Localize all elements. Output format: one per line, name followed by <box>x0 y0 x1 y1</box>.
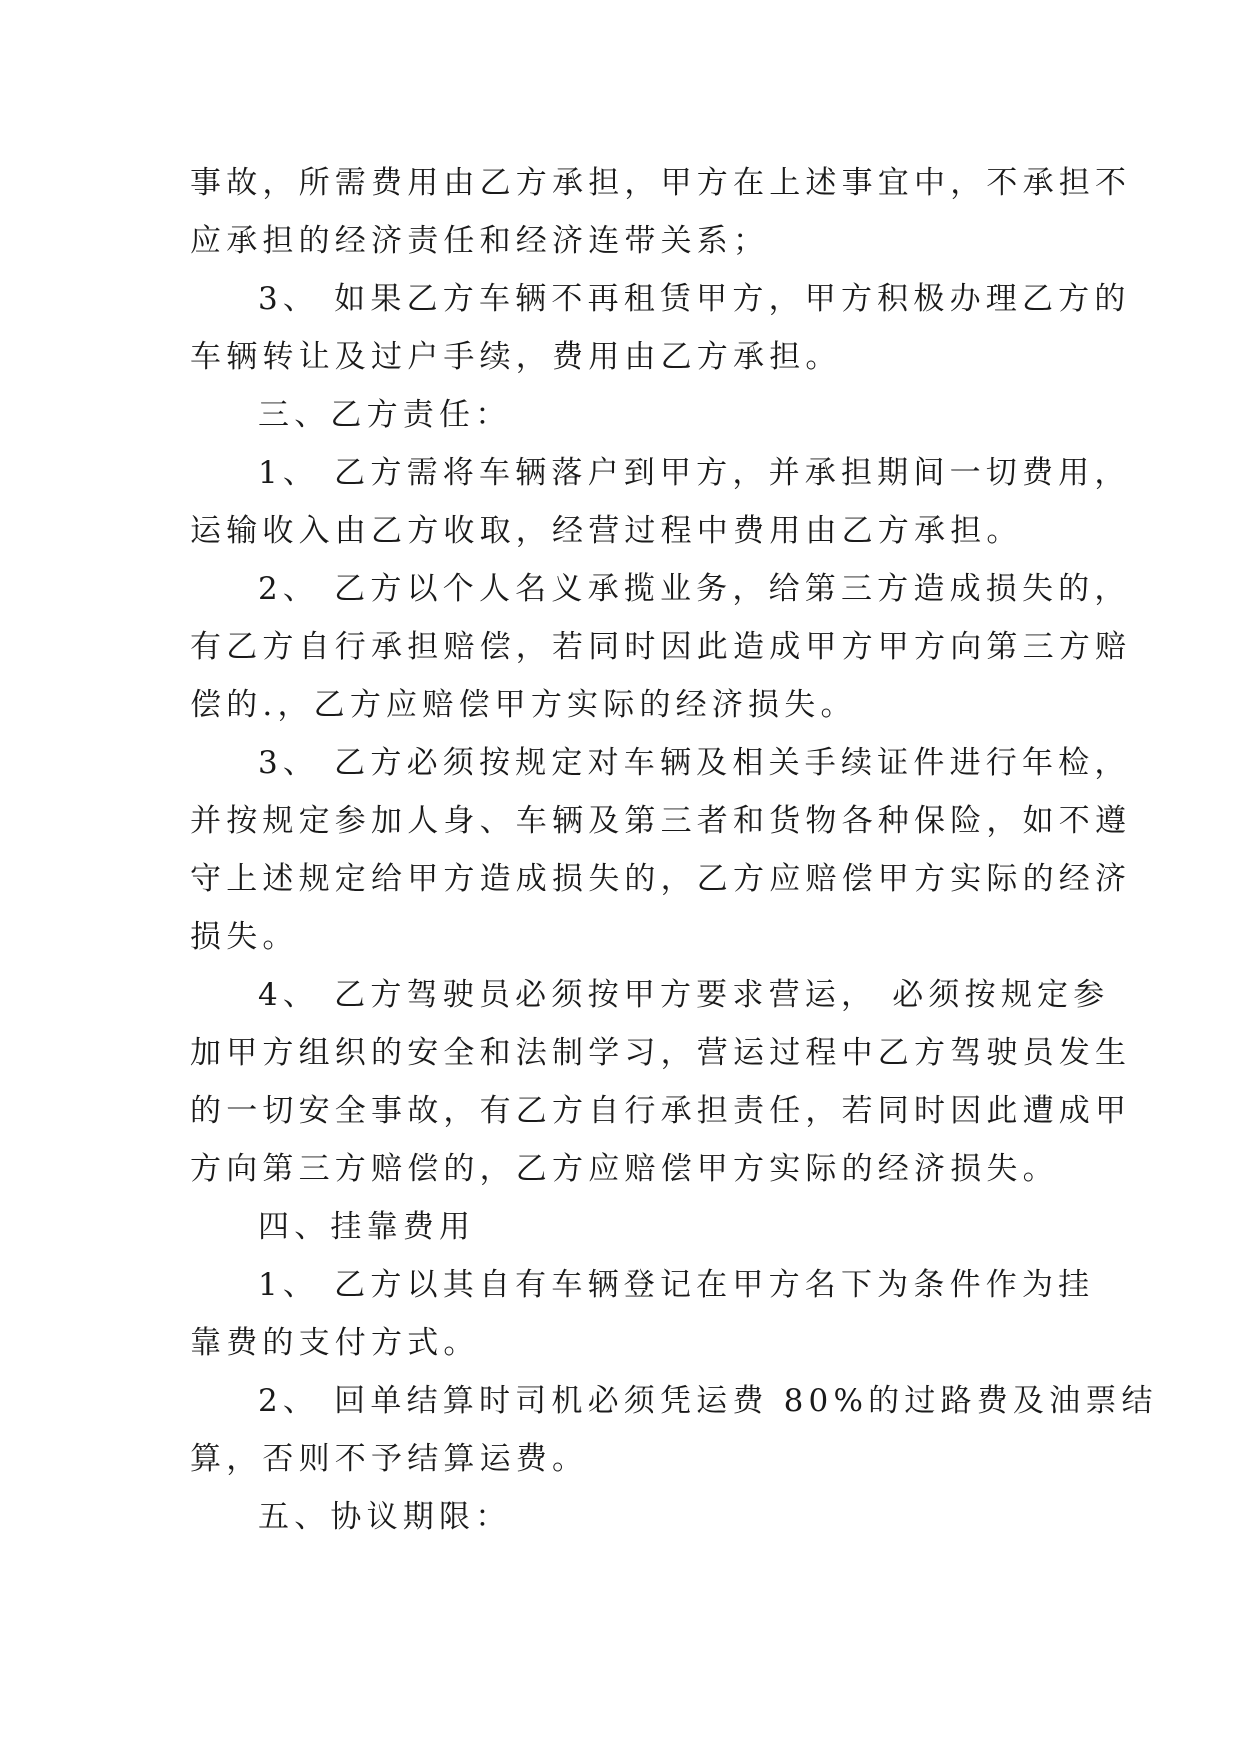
text-line: 4、 乙方驾驶员必须按甲方要求营运， 必须按规定参 <box>258 977 1110 1013</box>
text-line: 运输收入由乙方收取，经营过程中费用由乙方承担。 <box>190 513 1023 549</box>
text-line: 守上述规定给甲方造成损失的，乙方应赔偿甲方实际的经济 <box>190 861 1132 897</box>
text-line: 的一切安全事故，有乙方自行承担责任，若同时因此遭成甲 <box>190 1093 1132 1129</box>
text-line: 2、 乙方以个人名义承揽业务，给第三方造成损失的， <box>258 571 1131 607</box>
text-line: 有乙方自行承担赔偿，若同时因此造成甲方甲方向第三方赔 <box>190 629 1132 665</box>
text-line: 3、 乙方必须按规定对车辆及相关手续证件进行年检， <box>258 745 1131 781</box>
section-heading: 五、协议期限： <box>258 1499 512 1535</box>
text-line: 方向第三方赔偿的，乙方应赔偿甲方实际的经济损失。 <box>190 1151 1059 1187</box>
text-line: 事故，所需费用由乙方承担，甲方在上述事宜中，不承担不 <box>190 165 1132 201</box>
text-line: 偿的.，乙方应赔偿甲方实际的经济损失。 <box>190 687 857 723</box>
section-heading: 四、挂靠费用 <box>258 1209 476 1245</box>
text-line: 算，否则不予结算运费。 <box>190 1441 589 1477</box>
text-line: 加甲方组织的安全和法制学习，营运过程中乙方驾驶员发生 <box>190 1035 1132 1071</box>
section-heading: 三、乙方责任： <box>258 397 512 433</box>
document-body <box>190 154 1158 1546</box>
text-line: 并按规定参加人身、车辆及第三者和货物各种保险，如不遵 <box>190 803 1132 839</box>
text-line: 3、 如果乙方车辆不再租赁甲方，甲方积极办理乙方的 <box>258 281 1131 317</box>
text-line: 1、 乙方以其自有车辆登记在甲方名下为条件作为挂 <box>258 1267 1095 1303</box>
text-line: 2、 回单结算时司机必须凭运费 80%的过路费及油票结 <box>258 1383 1158 1419</box>
text-line: 损失。 <box>190 919 299 955</box>
text-line: 靠费的支付方式。 <box>190 1325 480 1361</box>
text-line: 应承担的经济责任和经济连带关系； <box>190 223 770 259</box>
text-line: 1、 乙方需将车辆落户到甲方，并承担期间一切费用， <box>258 455 1131 491</box>
text-line: 车辆转让及过户手续，费用由乙方承担。 <box>190 339 842 375</box>
